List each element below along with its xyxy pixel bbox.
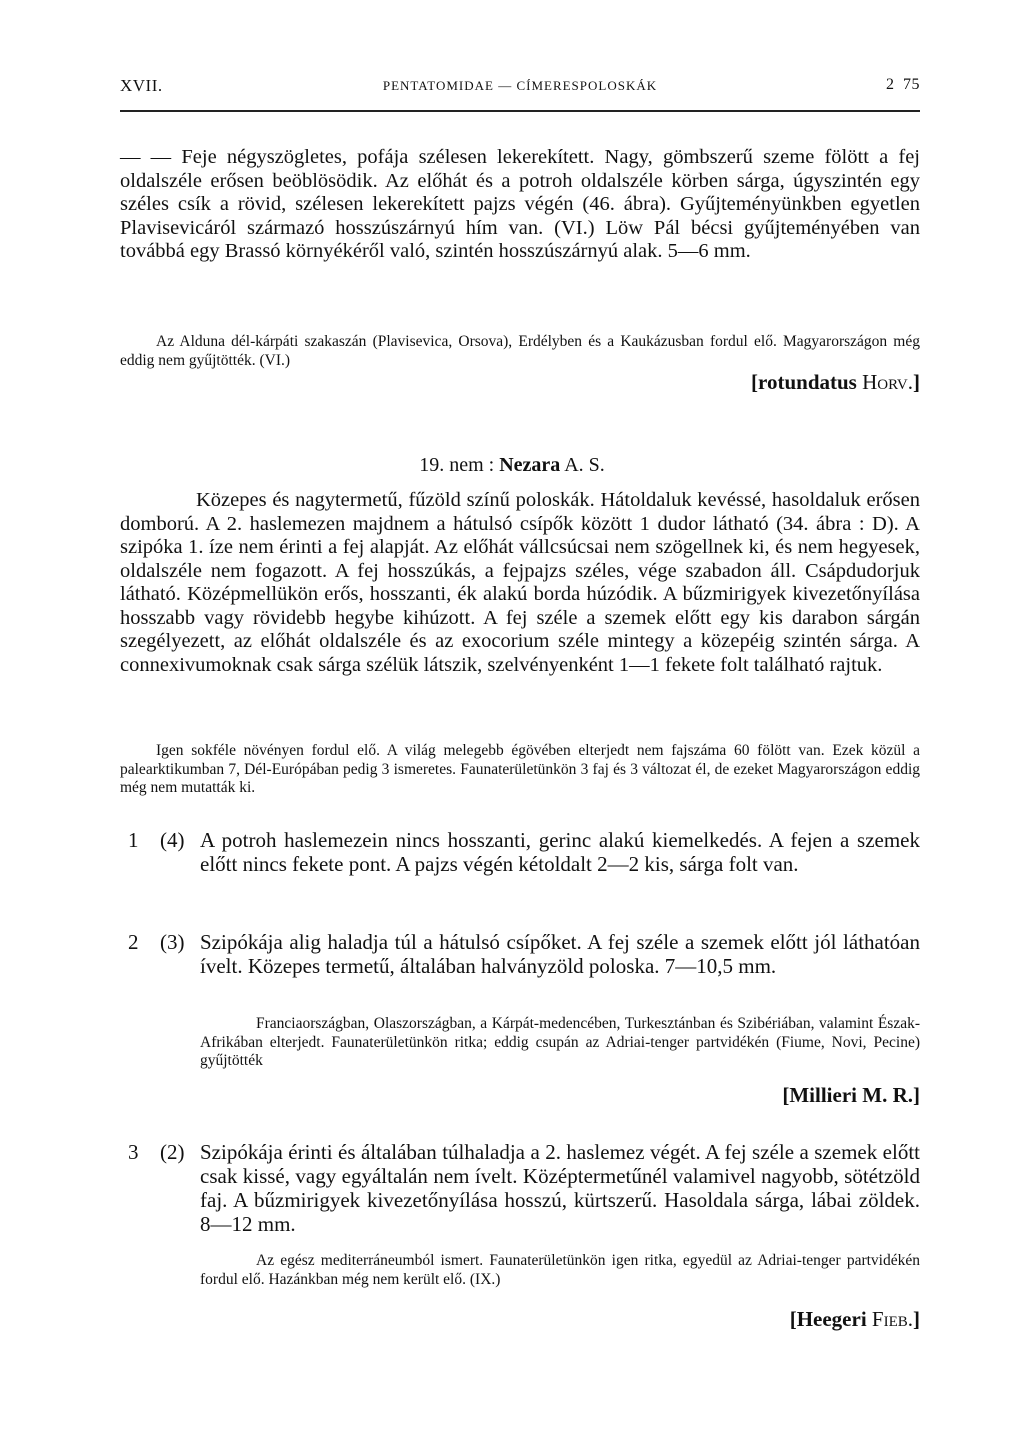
page-number: 2 75 <box>886 76 920 93</box>
key-3-distribution-note: Az egész mediterráneumból ismert. Faunaterületünkön igen ritka, egyedül az Adriai-tenger partvidékén fordul elő. Hazánkban még nem került elő. (IX.) <box>200 1252 920 1288</box>
key-reference: (3) <box>160 930 185 954</box>
key-couplet-1 <box>120 828 920 876</box>
species-epithet: [Millieri <box>782 1083 857 1107</box>
key-number: 1 <box>128 828 139 852</box>
running-header <box>120 76 920 100</box>
species-author: Horv. <box>862 370 913 394</box>
bracket-close: ] <box>913 1083 920 1107</box>
genus-note: Igen sokféle növényen fordul elő. A világ melegebb égövében elterjedt nem fajszáma 60 fölött van. Ezek közül a palearktikumban 7, Dél-Európában pedig 3 ismeretes. Faunaterületünkön 3 faj és 3 változat él, de ezeket Magyarországon eddig még nem mutatták ki. <box>120 742 920 796</box>
intro-distribution-note: Az Alduna dél-kárpáti szakaszán (Plavisevica, Orsova), Erdélyben és a Kaukázusban fordul elő. Magyarországon még eddig nem gyűjtötték. (VI.) <box>120 333 920 369</box>
intro-paragraph: — — Feje négyszögletes, pofája szélesen lekerekített. Nagy, gömbszerű szeme fölött a fej oldalszéle erősen beöblösödik. Az előhát és a potroh oldalszéle körben sárga, úgyszintén egy széles csík a rövid, szélesen lekerekített pajzs végén (46. ábra). Gyűjteményünkben egyetlen Plavisevicáról származó hosszúszárnyú hím van. (VI.) Löw Pál bécsi gyűjteményében van továbbá egy Brassó környékéről való, szintén hosszúszárnyú alak. 5—6 mm. <box>120 146 920 262</box>
species-author: M. R. <box>862 1083 913 1107</box>
genus-name: Nezara <box>499 454 561 476</box>
species-name-rotundatus <box>751 370 920 395</box>
key-reference: (2) <box>160 1140 185 1164</box>
key-reference: (4) <box>160 828 185 852</box>
key-number: 3 <box>128 1140 139 1164</box>
key-2-distribution-note: Franciaországban, Olaszországban, a Kárpát-medencében, Turkesztánban és Szibériában, valamint Észak-Afrikában elterjedt. Faunaterületünkön ritka; eddig csupán az Adriai-tenger partvidékén (Fiume, Novi, Pecine) gyűjtötték <box>200 1015 920 1069</box>
header-rule <box>120 110 920 112</box>
chapter-number: XVII. <box>120 76 163 95</box>
key-text: Szipókája alig haladja túl a hátulsó csípőket. A fej széle a szemek előtt jól láthatóan ívelt. Közepes termetű, általában halványzöld poloska. 7—10,5 mm. <box>200 930 920 978</box>
bracket-close: ] <box>913 370 920 394</box>
genus-description: Közepes és nagytermetű, fűzöld színű poloskák. Hátoldaluk kevéssé, hasoldaluk erősen domború. A 2. haslemezen majdnem a hátulsó csípők között 1 dudor látható (34. ábra : D). A szipóka 1. íze nem érinti a fej alapját. Az előhát vállcsúcsai nem szögellnek ki, és nem hegyesek, oldalszéle nem fogazott. A fej hosszúkás, a fejpajzs széles, vége szabadon áll. Csápdudorjuk látható. Középmellükön erős, hosszanti, ék alakú borda húzódik. A bűzmirigyek kivezetőnyílása hosszabb vagy rövidebb hegybe kihúzott. A fej széle a szemek előtt egy kis darabon sárgán szegélyezett, az előhát oldalszéle és az exocorium széle mintegy a közepéig szintén sárga. A connexivumoknak csak sárga szélük látszik, szelvényenként 1—1 fekete folt található rajtuk. <box>120 489 920 676</box>
bracket-close: ] <box>913 1307 920 1331</box>
species-epithet: [rotundatus <box>751 370 857 394</box>
key-number: 2 <box>128 930 139 954</box>
key-text: A potroh haslemezein nincs hosszanti, gerinc alakú kiemelkedés. A fejen a szemek előtt nincs fekete pont. A pajzs végén kétoldalt 2—2 kis, sárga folt van. <box>200 828 920 876</box>
species-epithet: [Heegeri <box>789 1307 867 1331</box>
species-name-heegeri <box>790 1307 920 1332</box>
species-author: Fieb. <box>871 1307 913 1331</box>
genus-heading <box>0 454 1024 477</box>
key-couplet-3 <box>120 1140 920 1236</box>
genus-prefix: 19. nem : <box>419 454 500 476</box>
species-name-millieri <box>782 1083 920 1108</box>
running-title: PENTATOMIDAE — CÍMERESPOLOSKÁK <box>382 78 658 93</box>
genus-author: A. S. <box>564 454 605 476</box>
key-text: Szipókája érinti és általában túlhaladja a 2. haslemez végét. A fej széle a szemek előtt csak kissé, vagy egyáltalán nem ívelt. Középtermetűnél valamivel nagyobb, sötétzöld faj. A bűzmirigyek kivezetőnyílása hosszú, kürtszerű. Hasoldala sárga, lábai zöldek. 8—12 mm. <box>200 1140 920 1236</box>
key-couplet-2 <box>120 930 920 978</box>
